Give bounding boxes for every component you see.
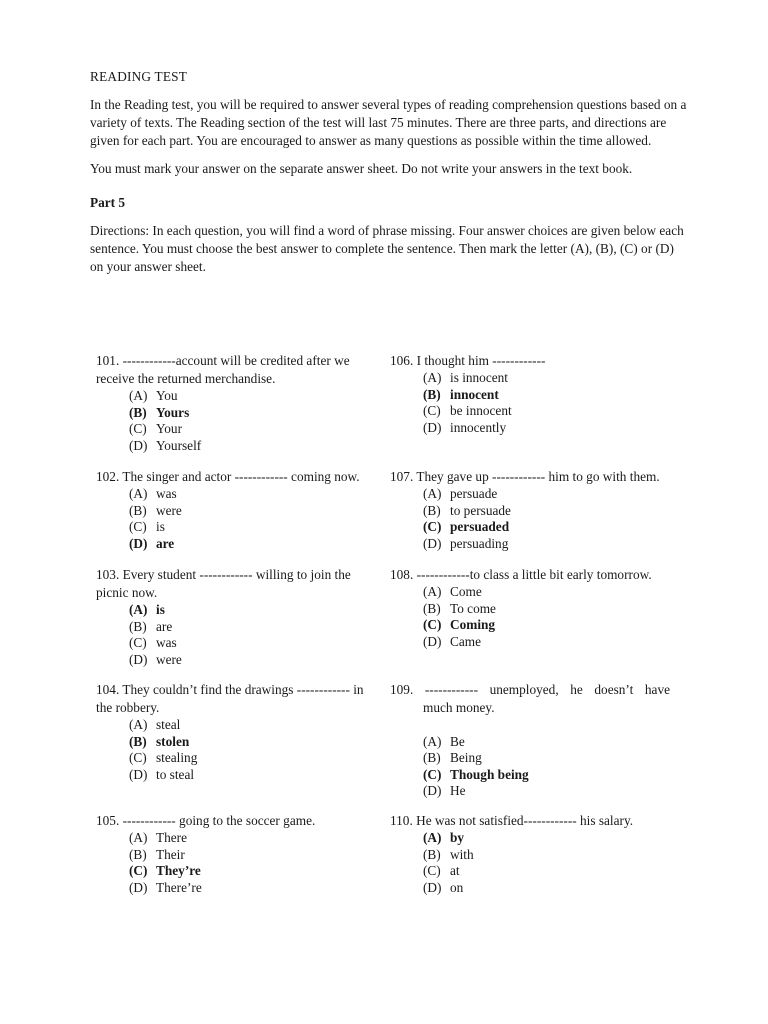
question-stem-continued: much money. [423,700,495,715]
option-letter: (A) [129,388,148,403]
instructions-section [90,68,690,286]
option-text: were [156,502,182,518]
answer-option [96,880,376,897]
question-stem: 101. ------------account will be credited after we receive the returned merchandise. [96,353,350,386]
option-text: Your [156,421,182,436]
option-text: steal [156,717,181,732]
option-letter: (A) [423,370,442,385]
answer-option-correct [96,602,376,619]
option-letter: (B) [423,750,441,765]
question-stem: 108. ------------to class a little bit early tomorrow. [390,567,652,582]
answer-option [96,750,376,767]
option-letter: (D) [423,419,442,435]
option-letter: (C) [423,617,442,632]
option-letter: (B) [129,404,147,420]
answer-option [390,783,670,800]
option-text: Yours [156,404,190,420]
question-106 [390,352,670,436]
answer-option-correct [96,863,376,880]
option-letter: (B) [129,846,147,862]
question-102 [96,468,376,552]
answer-option [390,863,670,880]
option-letter: (D) [129,651,148,667]
question-105 [96,812,376,896]
answer-options [390,370,670,436]
option-letter: (B) [129,502,147,518]
question-101 [96,352,376,454]
option-letter: (C) [423,766,442,782]
option-letter: (D) [423,879,442,895]
option-text: be innocent [450,403,512,418]
question-stem: 102. The singer and actor ------------ coming now. [96,469,360,484]
intro-paragraph: In the Reading test, you will be required to answer several types of reading comprehension questions based on a variety of texts. The Reading section of the test will last 75 minutes. There are three parts, and directions are given for each part. You are encouraged to answer as many questions as possible within the time allowed. [90,97,687,148]
option-text: He [450,783,466,798]
option-letter: (D) [423,783,442,798]
answer-option [96,519,376,536]
option-text: There’re [156,879,202,895]
option-text: to steal [156,766,195,782]
option-text: Coming [450,617,496,632]
option-text: is [156,602,165,617]
option-text: There [156,830,188,845]
question-stem: 103. Every student ------------ willing to join the picnic now. [96,567,351,600]
answer-option [96,619,376,636]
answer-option [390,734,670,751]
option-text: on [450,879,464,895]
option-letter: (C) [129,635,147,650]
option-text: stolen [156,733,190,749]
option-letter: (D) [423,633,442,649]
answer-option [390,847,670,864]
option-text: persuading [450,535,509,551]
question-109 [390,681,670,800]
option-text: Though being [450,766,529,782]
option-text: is [156,519,165,534]
option-text: Their [156,846,185,862]
option-letter: (D) [129,535,148,551]
answer-option [96,486,376,503]
option-text: was [156,486,177,501]
answer-sheet-note: You must mark your answer on the separate answer sheet. Do not write your answers in the text book. [90,161,633,176]
option-letter: (A) [423,584,442,599]
answer-option [96,767,376,784]
answer-options [390,584,670,650]
option-letter: (C) [129,750,147,765]
answer-option [96,438,376,455]
option-letter: (C) [129,863,148,878]
option-text: They’re [156,863,201,878]
answer-option-correct [96,405,376,422]
option-letter: (D) [129,879,148,895]
answer-options [96,388,376,454]
question-104 [96,681,376,783]
answer-option-correct [96,734,376,751]
option-letter: (B) [423,600,441,616]
question-stem: 104. They couldn’t find the drawings ------------ in the robbery. [96,682,364,715]
part-title: Part 5 [90,195,126,210]
option-letter: (C) [423,403,441,418]
answer-option [390,634,670,651]
option-text: To come [450,600,496,616]
option-letter: (C) [129,421,147,436]
option-text: innocently [450,419,507,435]
option-text: to persuade [450,502,511,518]
answer-option [390,370,670,387]
question-stem: 110. He was not satisfied------------ his salary. [390,813,634,828]
answer-option-correct [96,536,376,553]
option-letter: (C) [423,863,441,878]
answer-option [390,420,670,437]
answer-options [96,830,376,896]
option-letter: (A) [129,830,148,845]
option-letter: (D) [129,437,148,453]
option-letter: (C) [423,519,442,534]
option-letter: (A) [129,717,148,732]
answer-option [390,536,670,553]
option-letter: (A) [423,830,442,845]
option-text: were [156,651,182,667]
answer-options [390,734,670,800]
option-text: was [156,635,177,650]
answer-option [96,717,376,734]
option-text: Yourself [156,437,202,453]
page-title: READING TEST [90,69,188,84]
question-107 [390,468,670,552]
question-108 [390,566,670,650]
answer-option [390,403,670,420]
option-letter: (C) [129,519,147,534]
spacer [390,717,670,734]
question-110 [390,812,670,896]
option-letter: (A) [129,486,148,501]
answer-option [96,635,376,652]
option-text: persuade [450,486,498,501]
option-text: Being [450,750,482,765]
answer-option-correct [390,387,670,404]
answer-option-correct [390,617,670,634]
answer-options [96,602,376,668]
option-text: Be [450,733,465,749]
option-text: innocent [450,386,499,402]
question-stem: 105. ------------ going to the soccer game. [96,813,316,828]
answer-option [390,880,670,897]
answer-option-correct [390,767,670,784]
option-letter: (B) [423,846,441,862]
answer-option-correct [390,519,670,536]
answer-options [96,717,376,783]
option-letter: (D) [129,766,148,782]
answer-option [390,601,670,618]
option-letter: (B) [423,502,441,518]
option-text: at [450,863,460,878]
answer-option [96,847,376,864]
answer-options [96,486,376,552]
answer-option [96,388,376,405]
option-text: is innocent [450,370,508,385]
option-text: stealing [156,750,198,765]
option-letter: (A) [423,733,442,749]
option-text: with [450,846,474,862]
answer-option [96,503,376,520]
option-letter: (A) [423,486,442,501]
option-letter: (B) [129,733,147,749]
option-text: are [156,535,175,551]
answer-option [390,750,670,767]
option-text: You [156,388,178,403]
option-text: by [450,830,465,845]
answer-option [390,584,670,601]
question-stem: 107. They gave up ------------ him to go with them. [390,469,660,484]
option-text: Come [450,584,482,599]
answer-options [390,830,670,896]
option-text: Came [450,633,482,649]
option-letter: (B) [423,386,441,402]
option-text: are [156,618,173,634]
option-letter: (B) [129,618,147,634]
answer-option [390,486,670,503]
answer-option [96,652,376,669]
option-text: persuaded [450,519,510,534]
question-stem: 109. ------------ unemployed, he doesn’t have [390,682,670,697]
answer-option [390,503,670,520]
answer-option [96,830,376,847]
question-stem: 106. I thought him ------------ [390,353,546,368]
directions-paragraph: Directions: In each question, you will find a word of phrase missing. Four answer choices are given below each sentence. You must choose the best answer to complete the sentence. Then mark the letter (A), (B), (C) or (D) on your answer sheet. [90,223,684,274]
answer-option-correct [390,830,670,847]
answer-option [96,421,376,438]
answer-options [390,486,670,552]
question-103 [96,566,376,668]
option-letter: (D) [423,535,442,551]
option-letter: (A) [129,602,148,617]
